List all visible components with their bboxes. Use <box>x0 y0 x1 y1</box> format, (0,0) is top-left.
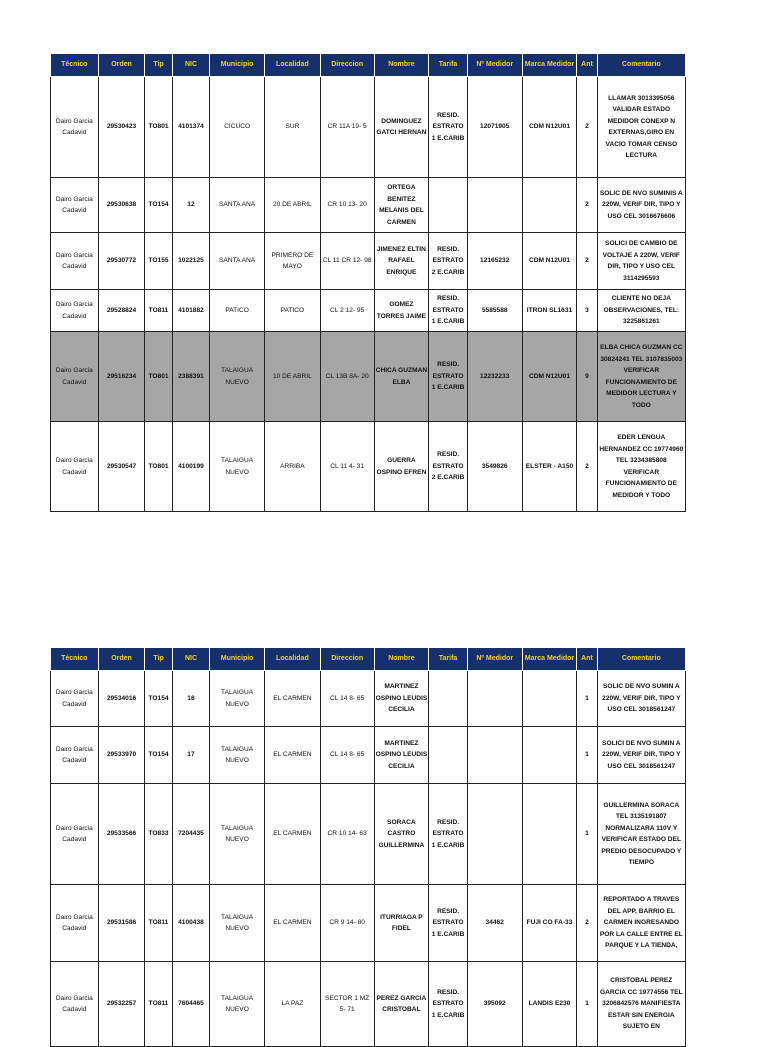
cell-comentario: SOLICI DE NVO SUMIN A 220W, VERIF DIR, TIPO Y USO CEL 3018561247 <box>597 727 685 784</box>
cell-localidad: EL CARMEN <box>265 727 321 784</box>
column-header-tarifa: Tarifa <box>429 54 468 77</box>
cell-direccion: CL 11 4- 31 <box>320 422 374 512</box>
column-header-nombre: Nombre <box>374 648 429 671</box>
header-row <box>51 648 686 671</box>
cell-orden: 29530547 <box>98 422 145 512</box>
cell-municipio: SANTA ANA <box>210 178 265 233</box>
column-header-ant: Ant <box>577 54 597 77</box>
cell-orden: 29516234 <box>98 332 145 422</box>
cell-localidad: 10 DE ABRIL <box>265 332 321 422</box>
cell-orden: 29532257 <box>98 962 145 1047</box>
cell-tip: TO801 <box>145 332 172 422</box>
cell-tip: TO833 <box>145 784 172 885</box>
cell-ant: 2 <box>577 885 597 962</box>
cell-direccion: CL 14 8- 65 <box>320 671 374 727</box>
cell-ant: 1 <box>577 671 597 727</box>
work-order-table-1 <box>50 53 686 512</box>
cell-localidad: LA PAZ <box>265 962 321 1047</box>
cell-marca <box>522 178 577 233</box>
cell-municipio: TALAIGUA NUEVO <box>210 422 265 512</box>
column-header-comentario: Comentario <box>597 54 685 77</box>
table-body <box>51 671 686 1047</box>
cell-tecnico: Dairo Garcia Cadavid <box>51 332 99 422</box>
cell-medidor: 5585588 <box>467 290 522 332</box>
cell-tarifa: RESID. ESTRATO 1 E.CARIB <box>429 290 468 332</box>
cell-nombre: ITURRIAGA P FIDEL <box>374 885 429 962</box>
cell-nic: 4100438 <box>172 885 210 962</box>
cell-tarifa: RESID. ESTRATO 2 E.CARIB <box>429 422 468 512</box>
cell-nic: 7204435 <box>172 784 210 885</box>
cell-marca: ELSTER - A150 <box>522 422 577 512</box>
cell-direccion: CL 14 8- 65 <box>320 727 374 784</box>
column-header-direccion: Direccion <box>320 648 374 671</box>
cell-nic: 4101374 <box>172 77 210 178</box>
cell-localidad: PRIMERO DE MAYO <box>265 233 321 290</box>
column-header-comentario: Comentario <box>597 648 685 671</box>
cell-medidor: 12165232 <box>467 233 522 290</box>
cell-orden: 29534016 <box>98 671 145 727</box>
cell-localidad: EL CARMEN <box>265 885 321 962</box>
cell-direccion: CR 11A 19- 5 <box>320 77 374 178</box>
cell-nombre: CHICA GUZMAN ELBA <box>374 332 429 422</box>
cell-marca: FUJI CO FA-33 <box>522 885 577 962</box>
header-row <box>51 54 686 77</box>
cell-municipio: SANTA ANA <box>210 233 265 290</box>
cell-municipio: TALAIGUA NUEVO <box>210 671 265 727</box>
cell-ant: 2 <box>577 422 597 512</box>
cell-orden: 29533566 <box>98 784 145 885</box>
cell-tecnico: Dairo Garcia Cadavid <box>51 784 99 885</box>
cell-tarifa: RESID. ESTRATO 1 E.CARIB <box>429 332 468 422</box>
cell-tarifa <box>429 727 468 784</box>
column-header-localidad: Localidad <box>265 648 321 671</box>
column-header-marca: Marca Medidor <box>522 648 577 671</box>
cell-municipio: PATICO <box>210 290 265 332</box>
column-header-tip: Tip <box>145 54 172 77</box>
column-header-medidor: Nº Medidor <box>467 54 522 77</box>
cell-medidor <box>467 784 522 885</box>
cell-localidad: ARRIBA <box>265 422 321 512</box>
column-header-nic: NIC <box>172 54 210 77</box>
cell-tip: TO154 <box>145 671 172 727</box>
cell-comentario: EDER LENGUA HERNANDEZ CC 19774960 TEL 3234385808 VERIFICAR FUNCIONAMIENTO DE MEDIDOR Y TODO <box>597 422 685 512</box>
table-row <box>51 233 686 290</box>
cell-comentario: SOLIC DE NVO SUMINIS A 220W, VERIF DIR, TIPO Y USO CEL 3016676606 <box>597 178 685 233</box>
column-header-marca: Marca Medidor <box>522 54 577 77</box>
table-row <box>51 290 686 332</box>
cell-comentario: REPORTADO A TRAVES DEL APP, BARRIO EL CARMEN INGRESANDO POR LA CALLE ENTRE EL PARQUE Y LA TIENDA, <box>597 885 685 962</box>
table-row <box>51 332 686 422</box>
cell-ant: 2 <box>577 233 597 290</box>
cell-municipio: TALAIGUA NUEVO <box>210 962 265 1047</box>
cell-comentario: SOLICI DE CAMBIO DE VOLTAJE A 220W, VERIF DIR, TIPO Y USO CEL 3114295593 <box>597 233 685 290</box>
column-header-tecnico: Técnico <box>51 54 99 77</box>
cell-tecnico: Dairo Garcia Cadavid <box>51 290 99 332</box>
cell-medidor: 34462 <box>467 885 522 962</box>
cell-ant: 2 <box>577 178 597 233</box>
cell-orden: 29530638 <box>98 178 145 233</box>
table-row <box>51 962 686 1047</box>
cell-municipio: TALAIGUA NUEVO <box>210 727 265 784</box>
cell-orden: 29530423 <box>98 77 145 178</box>
column-header-nombre: Nombre <box>374 54 429 77</box>
cell-orden: 29530772 <box>98 233 145 290</box>
table-body <box>51 77 686 512</box>
cell-medidor <box>467 727 522 784</box>
cell-nombre: SORACA CASTRO GUILLERMINA <box>374 784 429 885</box>
cell-nombre: GOMEZ TORRES JAIME <box>374 290 429 332</box>
table-header <box>51 648 686 671</box>
cell-medidor: 395092 <box>467 962 522 1047</box>
cell-nombre: MARTINEZ OSPINO LEUDIS CECILIA <box>374 671 429 727</box>
cell-orden: 29528824 <box>98 290 145 332</box>
cell-direccion: CL 11 CR 12- 98 <box>320 233 374 290</box>
cell-municipio: TALAIGUA NUEVO <box>210 885 265 962</box>
cell-tecnico: Dairo Garcia Cadavid <box>51 233 99 290</box>
cell-nic: 7604465 <box>172 962 210 1047</box>
cell-marca: CDM N12U01 <box>522 233 577 290</box>
cell-nombre: ORTEGA BENITEZ MELANIS DEL CARMEN <box>374 178 429 233</box>
cell-marca: ITRON SL1631 <box>522 290 577 332</box>
table-row <box>51 885 686 962</box>
table-row <box>51 178 686 233</box>
cell-medidor: 12071905 <box>467 77 522 178</box>
column-header-municipio: Municipio <box>210 648 265 671</box>
column-header-localidad: Localidad <box>265 54 321 77</box>
cell-medidor: 3549826 <box>467 422 522 512</box>
cell-ant: 1 <box>577 784 597 885</box>
cell-tecnico: Dairo Garcia Cadavid <box>51 962 99 1047</box>
cell-direccion: CR 10 13- 20 <box>320 178 374 233</box>
cell-direccion: CR 9 14- 80 <box>320 885 374 962</box>
cell-direccion: CL 13B 8A- 20 <box>320 332 374 422</box>
cell-nic: 17 <box>172 727 210 784</box>
cell-nombre: JIMENEZ ELTIN RAFAEL ENRIQUE <box>374 233 429 290</box>
cell-comentario: LLAMAR 3013395056 VALIDAR ESTADO MEDIDOR CONEXP N EXTERNAS,GIRO EN VACIO TOMAR CENSO LECTURA <box>597 77 685 178</box>
cell-comentario: SOLIC DE NVO SUMIN A 220W, VERIF DIR, TIPO Y USO CEL 3018561247 <box>597 671 685 727</box>
column-header-tarifa: Tarifa <box>429 648 468 671</box>
cell-marca <box>522 727 577 784</box>
cell-marca <box>522 784 577 885</box>
cell-nic: 12 <box>172 178 210 233</box>
cell-medidor: 12232233 <box>467 332 522 422</box>
cell-tarifa <box>429 178 468 233</box>
cell-direccion: CR 10 14- 63 <box>320 784 374 885</box>
cell-tip: TO801 <box>145 77 172 178</box>
cell-comentario: CRISTOBAL PEREZ GARCIA CC 19774556 TEL 3206842576 MANIFIESTA ESTAR SIN ENERGIA SUJETO EN <box>597 962 685 1047</box>
cell-nic: 4101882 <box>172 290 210 332</box>
cell-nic: 18 <box>172 671 210 727</box>
cell-tecnico: Dairo Garcia Cadavid <box>51 671 99 727</box>
column-header-direccion: Direccion <box>320 54 374 77</box>
cell-tarifa: RESID. ESTRATO 2 E.CARIB <box>429 233 468 290</box>
cell-tip: TO154 <box>145 178 172 233</box>
cell-tip: TO801 <box>145 422 172 512</box>
cell-marca: CDM N12U01 <box>522 77 577 178</box>
cell-nombre: DOMINGUEZ GATCI HERNAN <box>374 77 429 178</box>
table-row <box>51 77 686 178</box>
cell-orden: 29533970 <box>98 727 145 784</box>
cell-nombre: MARTINEZ OSPINO LEUDIS CECILIA <box>374 727 429 784</box>
cell-tecnico: Dairo Garcia Cadavid <box>51 422 99 512</box>
cell-nic: 1022125 <box>172 233 210 290</box>
table-row <box>51 784 686 885</box>
column-header-nic: NIC <box>172 648 210 671</box>
cell-tarifa: RESID. ESTRATO 1 E.CARIB <box>429 77 468 178</box>
cell-tecnico: Dairo Garcia Cadavid <box>51 77 99 178</box>
table-row <box>51 671 686 727</box>
cell-tip: TO811 <box>145 962 172 1047</box>
cell-tecnico: Dairo Garcia Cadavid <box>51 727 99 784</box>
cell-tarifa <box>429 671 468 727</box>
column-header-medidor: Nº Medidor <box>467 648 522 671</box>
cell-marca <box>522 671 577 727</box>
cell-localidad: PATICO <box>265 290 321 332</box>
cell-tecnico: Dairo Garcia Cadavid <box>51 885 99 962</box>
column-header-municipio: Municipio <box>210 54 265 77</box>
cell-tip: TO811 <box>145 290 172 332</box>
cell-tarifa: RESID. ESTRATO 1 E.CARIB <box>429 962 468 1047</box>
cell-comentario: GUILLERMINA SORACA TEL 3135191807 NORMALIZARA 110V Y VERIFICAR ESTADO DEL PREDIO DESOCUPADO Y TIEMPO <box>597 784 685 885</box>
cell-localidad: EL CARMEN <box>265 784 321 885</box>
table-row <box>51 727 686 784</box>
cell-tarifa: RESID. ESTRATO 1 E.CARIB <box>429 784 468 885</box>
cell-localidad: EL CARMEN <box>265 671 321 727</box>
cell-nombre: GUERRA OSPINO EFREN <box>374 422 429 512</box>
cell-localidad: 20 DE ABRIL <box>265 178 321 233</box>
cell-marca: CDM N12U01 <box>522 332 577 422</box>
cell-nic: 4100199 <box>172 422 210 512</box>
cell-tecnico: Dairo Garcia Cadavid <box>51 178 99 233</box>
cell-comentario: ELBA CHICA GUZMAN CC 30824241 TEL 3107835003 VERIFICAR FUNCIONAMIENTO DE MEDIDOR LECTURA Y TODO <box>597 332 685 422</box>
cell-medidor <box>467 671 522 727</box>
cell-ant: 2 <box>577 77 597 178</box>
cell-municipio: TALAIGUA NUEVO <box>210 784 265 885</box>
cell-direccion: SECTOR 1 MZ 5- 71 <box>320 962 374 1047</box>
cell-comentario: CLIENTE NO DEJA OBSERVACIONES, TEL: 3225861261 <box>597 290 685 332</box>
cell-ant: 1 <box>577 727 597 784</box>
cell-medidor <box>467 178 522 233</box>
work-order-table-2 <box>50 647 686 1047</box>
cell-nic: 2388391 <box>172 332 210 422</box>
column-header-ant: Ant <box>577 648 597 671</box>
column-header-tecnico: Técnico <box>51 648 99 671</box>
cell-municipio: CICUCO <box>210 77 265 178</box>
cell-nombre: PEREZ GARCIA CRISTOBAL <box>374 962 429 1047</box>
cell-direccion: CL 2 12- 95 <box>320 290 374 332</box>
column-header-orden: Orden <box>98 54 145 77</box>
cell-tarifa: RESID. ESTRATO 1 E.CARIB <box>429 885 468 962</box>
cell-municipio: TALAIGUA NUEVO <box>210 332 265 422</box>
table-row <box>51 422 686 512</box>
column-header-tip: Tip <box>145 648 172 671</box>
column-header-orden: Orden <box>98 648 145 671</box>
cell-ant: 1 <box>577 962 597 1047</box>
cell-ant: 9 <box>577 332 597 422</box>
cell-tip: TO155 <box>145 233 172 290</box>
table-header <box>51 54 686 77</box>
cell-orden: 29531586 <box>98 885 145 962</box>
cell-tip: TO154 <box>145 727 172 784</box>
cell-marca: LANDIS E230 <box>522 962 577 1047</box>
cell-localidad: SUR <box>265 77 321 178</box>
cell-tip: TO811 <box>145 885 172 962</box>
cell-ant: 3 <box>577 290 597 332</box>
